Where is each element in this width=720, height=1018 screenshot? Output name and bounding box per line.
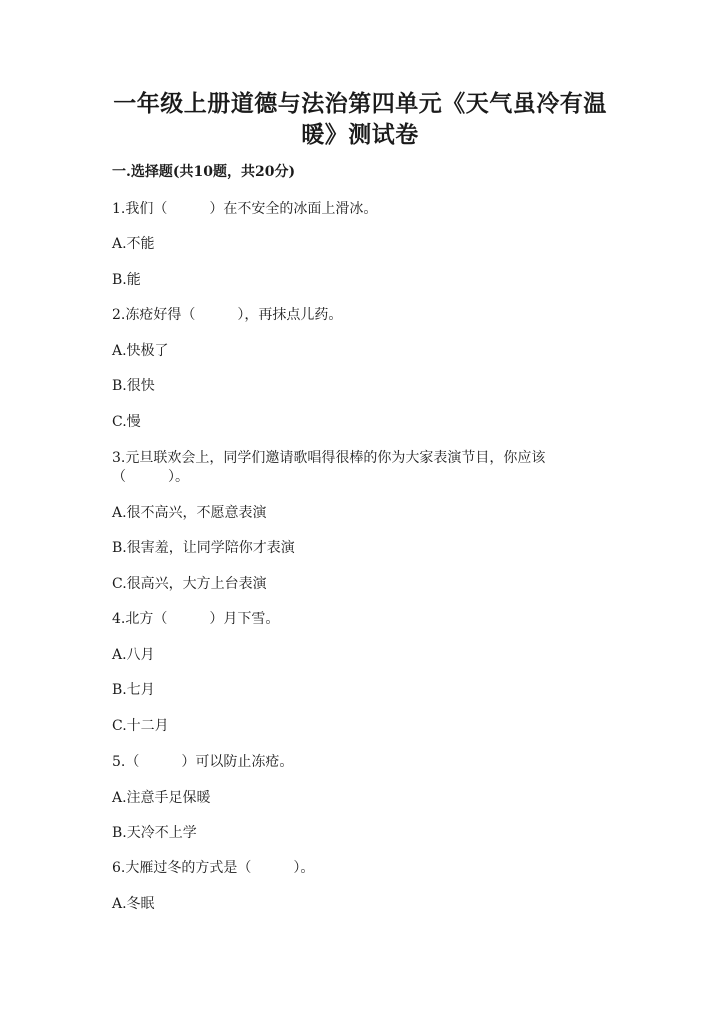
page-title <box>100 88 620 150</box>
question-3-option-b: B.很害羞，让同学陪你才表演 <box>112 540 295 556</box>
question-3-option-a: A.很不高兴，不愿意表演 <box>112 505 267 521</box>
question-6-option-a: A.冬眠 <box>112 896 155 912</box>
question-1-stem: 1.我们（ ）在不安全的冰面上滑冰。 <box>112 201 378 217</box>
question-5-option-b: B.天冷不上学 <box>112 825 197 841</box>
question-6-stem: 6.大雁过冬的方式是（ ）。 <box>112 860 315 876</box>
question-4-option-c: C.十二月 <box>112 718 169 734</box>
question-4-option-a: A.八月 <box>112 647 155 663</box>
section-heading: 一.选择题(共10题，共20分) <box>112 164 296 180</box>
question-3-stem: 3.元旦联欢会上，同学们邀请歌唱得很棒的你为大家表演节目，你应该 <box>112 450 546 466</box>
title-line-1: 一年级上册道德与法治第四单元《天气虽冷有温 <box>113 90 607 117</box>
question-5-option-a: A.注意手足保暖 <box>112 790 211 806</box>
question-3-stem-continued: （ ）。 <box>112 469 189 485</box>
question-2-option-c: C.慢 <box>112 414 141 430</box>
question-2-option-a: A.快极了 <box>112 343 169 359</box>
title-line-2: 暖》测试卷 <box>301 121 419 148</box>
question-1-option-b: B.能 <box>112 272 141 288</box>
question-1-option-a: A.不能 <box>112 236 155 252</box>
question-5-stem: 5.（ ）可以防止冻疮。 <box>112 754 294 770</box>
question-4-option-b: B.七月 <box>112 682 155 698</box>
question-3-option-c: C.很高兴，大方上台表演 <box>112 576 267 592</box>
question-2-option-b: B.很快 <box>112 378 155 394</box>
question-2-stem: 2.冻疮好得（ ），再抹点儿药。 <box>112 307 343 323</box>
question-4-stem: 4.北方（ ）月下雪。 <box>112 611 280 627</box>
